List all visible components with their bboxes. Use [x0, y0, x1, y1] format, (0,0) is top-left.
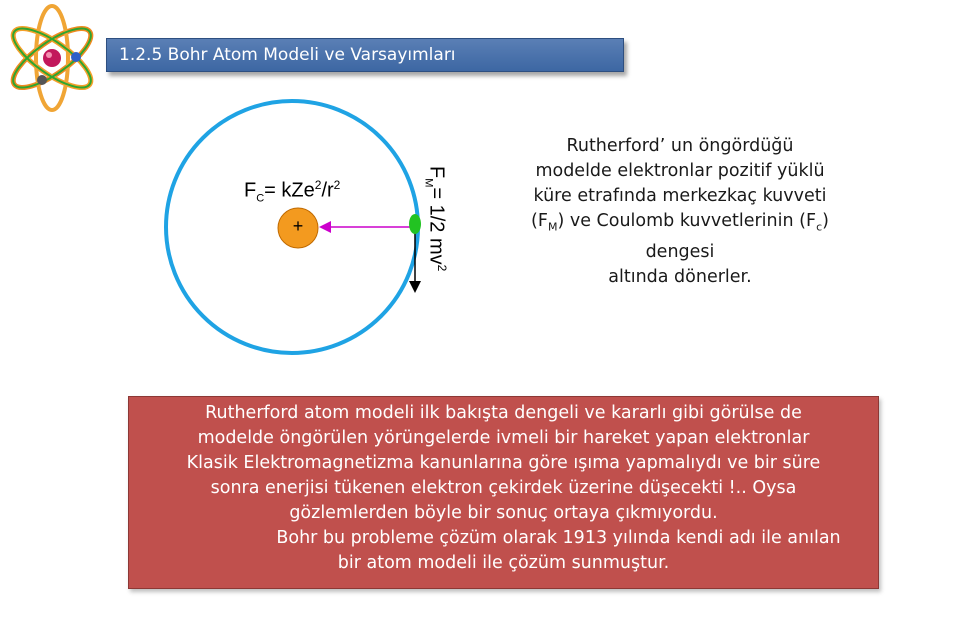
- description-fragment: (F: [531, 211, 548, 231]
- info-line: Bohr bu probleme çözüm olarak 1913 yılında kendi adı ile anılan: [276, 528, 841, 548]
- fc-symbol: F: [244, 179, 257, 202]
- page-title: 1.2.5 Bohr Atom Modeli ve Varsayımları: [119, 45, 456, 65]
- info-line: modelde öngörülen yörüngelerde ivmeli bir hareket yapan elektronlar: [197, 428, 810, 448]
- fc-expression-tail: /r: [321, 179, 334, 202]
- info-line: sonra enerjisi tükenen elektron çekirdek üzerine düşecekti !.. Oysa: [210, 478, 797, 498]
- description-fragment: ): [822, 211, 829, 231]
- info-line: Rutherford atom modeli ilk bakışta dengeli ve kararlı gibi görülse de: [205, 403, 802, 423]
- fc-subscript: C: [256, 192, 265, 205]
- info-box: [128, 396, 879, 589]
- nucleus-plus-sign: +: [292, 216, 304, 236]
- coulomb-force-label: [244, 178, 340, 205]
- electron: [409, 214, 421, 234]
- info-line: Klasik Elektromagnetizma kanunlarına göre ışıma yapmalıydı ve bir süre: [186, 453, 821, 473]
- description-line: dengesi: [645, 241, 715, 262]
- description-text: [498, 134, 862, 290]
- description-subscript: c: [816, 220, 823, 234]
- fm-superscript: 2: [435, 264, 449, 272]
- description-line: küre etrafında merkezkaç kuvveti: [533, 186, 827, 206]
- description-line: [498, 209, 862, 240]
- description-line: modelde elektronlar pozitif yüklü: [535, 161, 825, 181]
- title-bar: [106, 38, 624, 72]
- description-line: altında dönerler.: [608, 266, 752, 287]
- description-subscript: M: [547, 220, 558, 234]
- fc-superscript-2: 2: [333, 178, 341, 192]
- atom-logo-icon: [0, 0, 104, 120]
- centrifugal-force-label: [422, 166, 449, 271]
- fm-subscript: M: [422, 178, 435, 188]
- info-line: bir atom modeli ile çözüm sunmuştur.: [337, 553, 670, 573]
- fm-symbol: F: [425, 166, 448, 179]
- description-fragment: ) ve Coulomb kuvvetlerinin (F: [557, 211, 817, 231]
- fm-expression: = 1/2 mv: [425, 187, 448, 265]
- info-line: gözlemlerden böyle bir sonuç ortaya çıkmıyordu.: [289, 503, 718, 523]
- fc-expression: = kZe: [264, 179, 315, 202]
- fc-superscript: 2: [314, 178, 322, 192]
- description-line: Rutherford’ un öngördüğü: [566, 136, 794, 156]
